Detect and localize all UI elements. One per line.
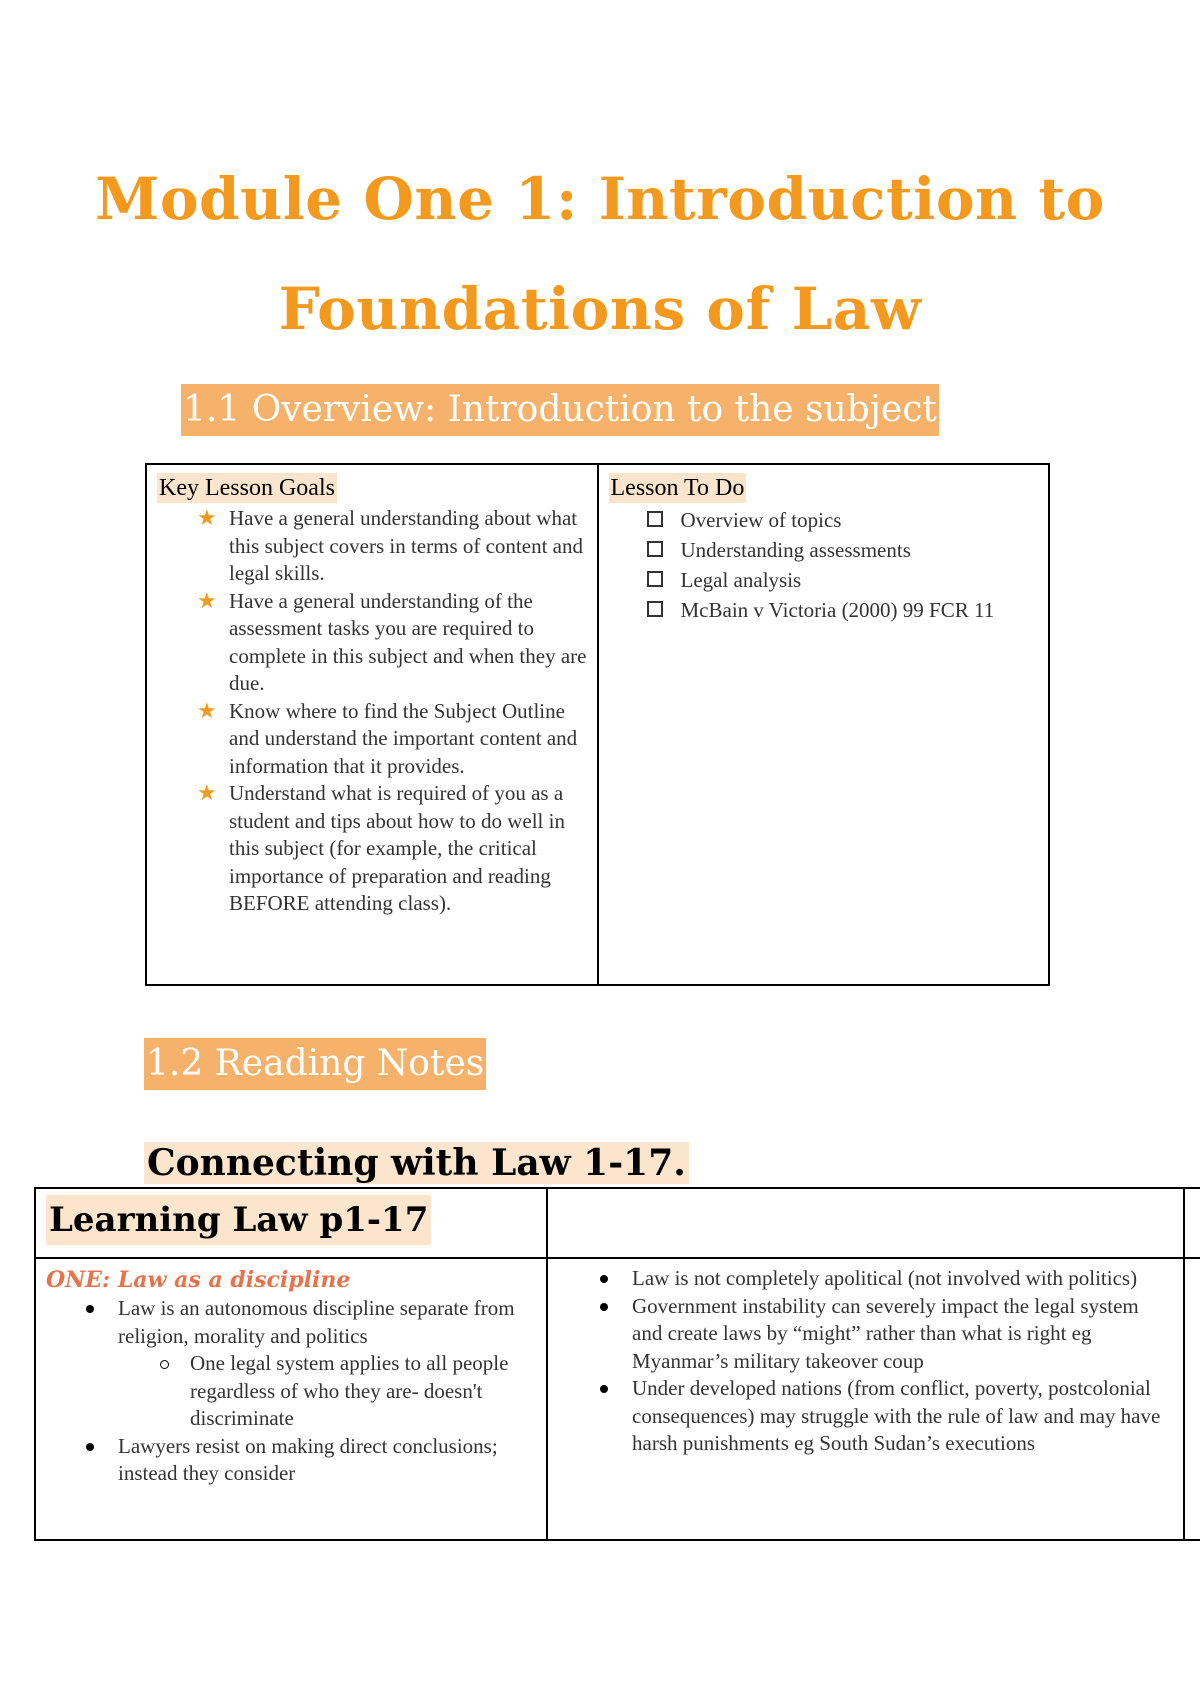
goal-item: ★ Know where to find the Subject Outline and understand the important content and information that it provides. bbox=[197, 698, 578, 778]
star-icon: ★ bbox=[197, 588, 217, 614]
notes-header-side-cell bbox=[1184, 1188, 1200, 1258]
notes-header-empty-cell bbox=[547, 1188, 1184, 1258]
lesson-goals-table bbox=[145, 463, 1050, 986]
notes-header-cell bbox=[35, 1188, 547, 1258]
checkbox-icon[interactable] bbox=[647, 541, 663, 557]
list-item: Law is an autonomous discipline separate from religion, morality and politics One legal system applies to all people regardless of who they are- doesn't discriminate bbox=[118, 1295, 536, 1433]
notes-right-cell bbox=[547, 1258, 1184, 1540]
page-title-line-1: Module One 1: Introduction to bbox=[95, 165, 1105, 233]
page-title-line-2: Foundations of Law bbox=[278, 275, 922, 343]
todo-item: McBain v Victoria (2000) 99 FCR 11 bbox=[647, 595, 1039, 625]
sub-bullet-list bbox=[118, 1350, 536, 1433]
list-item: One legal system applies to all people regardless of who they are- doesn't discriminate bbox=[190, 1350, 536, 1433]
star-icon: ★ bbox=[197, 781, 217, 806]
list-item: Under developed nations (from conflict, poverty, postcolonial consequences) may struggle with the rule of law and may have harsh punishments eg South Sudan’s executions bbox=[632, 1375, 1173, 1458]
right-bullet-list bbox=[558, 1265, 1173, 1458]
goals-cell bbox=[146, 464, 598, 985]
list-item: Lawyers resist on making direct conclusions; instead they consider bbox=[118, 1433, 536, 1488]
overview-heading: 1.1 Overview: Introduction to the subject bbox=[181, 384, 939, 436]
notes-left-cell bbox=[35, 1258, 547, 1540]
star-icon: ★ bbox=[197, 698, 217, 724]
todo-cell bbox=[598, 464, 1050, 985]
section-title: ONE: Law as a discipline bbox=[46, 1267, 351, 1293]
notes-side-cell bbox=[1184, 1258, 1200, 1540]
goal-item: ★ Understand what is required of you as a student and tips about how to do well in this subject (for example, the critical importance of preparation and reading BEFORE attending class). bbox=[197, 781, 565, 915]
goals-list bbox=[157, 505, 587, 918]
todo-item: Overview of topics bbox=[647, 505, 1039, 535]
reading-notes-table bbox=[34, 1187, 1200, 1541]
todo-item: Legal analysis bbox=[647, 565, 1039, 595]
reading-notes-heading: 1.2 Reading Notes bbox=[144, 1038, 486, 1090]
checkbox-icon[interactable] bbox=[647, 571, 663, 587]
todo-header: Lesson To Do bbox=[610, 475, 745, 501]
checkbox-icon[interactable] bbox=[647, 511, 663, 527]
list-item: Government instability can severely impact the legal system and create laws by “might” rather than what is right eg Myanmar’s military takeover coup bbox=[632, 1293, 1173, 1376]
learning-law-header: Learning Law p1-17 bbox=[46, 1195, 431, 1245]
left-bullet-list bbox=[46, 1295, 536, 1488]
list-item: Law is not completely apolitical (not involved with politics) bbox=[632, 1265, 1173, 1293]
todo-list bbox=[609, 505, 1039, 625]
goal-item: ★ Have a general understanding of the assessment tasks you are required to complete in this subject and when they are due. bbox=[197, 588, 587, 695]
connecting-heading: Connecting with Law 1-17. bbox=[144, 1138, 689, 1188]
star-icon: ★ bbox=[197, 506, 217, 531]
todo-item: Understanding assessments bbox=[647, 535, 1039, 565]
goal-item: ★ Have a general understanding about what this subject covers in terms of content and legal skills. bbox=[197, 506, 583, 585]
goals-header: Key Lesson Goals bbox=[159, 475, 335, 501]
checkbox-icon[interactable] bbox=[647, 601, 663, 617]
